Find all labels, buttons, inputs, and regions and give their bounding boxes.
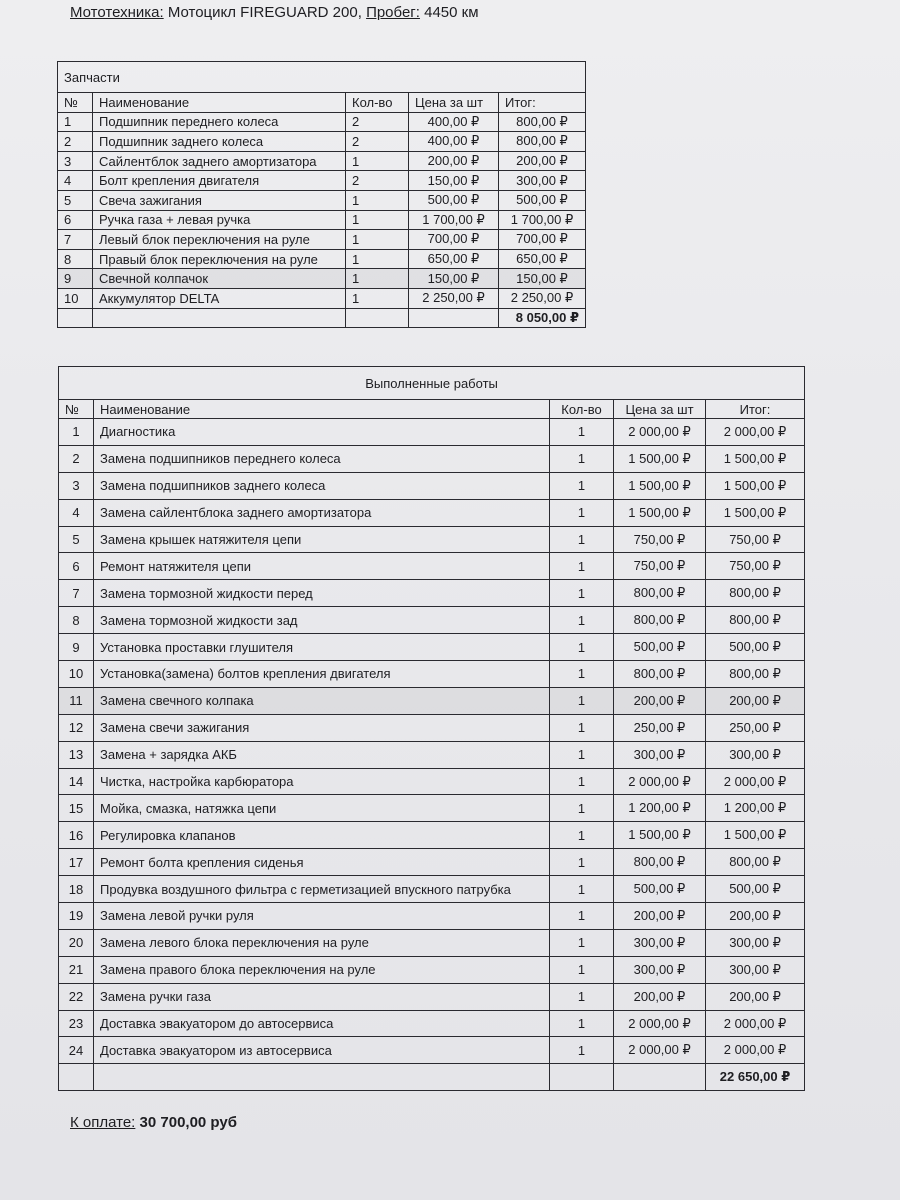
works-table — [58, 366, 805, 1091]
item-price: 800,00 ₽ — [614, 849, 706, 876]
row-number: 5 — [59, 526, 94, 553]
item-name: Замена тормозной жидкости перед — [94, 580, 550, 607]
table-row — [59, 795, 805, 822]
row-number: 10 — [59, 661, 94, 688]
item-name: Диагностика — [94, 419, 550, 446]
item-total: 2 000,00 ₽ — [706, 768, 805, 795]
row-number: 22 — [59, 983, 94, 1010]
item-qty: 1 — [550, 1010, 614, 1037]
row-number: 3 — [58, 151, 93, 171]
item-qty: 1 — [550, 526, 614, 553]
item-price: 400,00 ₽ — [409, 132, 499, 152]
item-name: Замена подшипников переднего колеса — [94, 445, 550, 472]
vehicle-label: Мототехника: — [70, 4, 164, 21]
row-number: 6 — [58, 210, 93, 230]
item-total: 800,00 ₽ — [706, 661, 805, 688]
table-row — [58, 230, 586, 250]
item-qty: 1 — [550, 419, 614, 446]
row-number: 15 — [59, 795, 94, 822]
item-price: 2 000,00 ₽ — [614, 1037, 706, 1064]
header-row — [58, 93, 586, 113]
empty-cell — [59, 1064, 94, 1091]
item-qty: 1 — [550, 580, 614, 607]
item-total: 750,00 ₽ — [706, 526, 805, 553]
item-qty: 1 — [346, 269, 409, 289]
item-name: Замена ручки газа — [94, 983, 550, 1010]
item-qty: 1 — [550, 714, 614, 741]
item-price: 300,00 ₽ — [614, 741, 706, 768]
item-price: 1 200,00 ₽ — [614, 795, 706, 822]
item-total: 700,00 ₽ — [499, 230, 586, 250]
item-qty: 1 — [550, 983, 614, 1010]
item-total: 300,00 ₽ — [706, 956, 805, 983]
item-qty: 2 — [346, 171, 409, 191]
item-name: Замена левого блока переключения на руле — [94, 929, 550, 956]
item-name: Замена подшипников заднего колеса — [94, 472, 550, 499]
item-name: Правый блок переключения на руле — [93, 249, 346, 269]
table-row — [59, 1010, 805, 1037]
item-total: 200,00 ₽ — [706, 983, 805, 1010]
item-qty: 1 — [550, 634, 614, 661]
item-name: Мойка, смазка, натяжка цепи — [94, 795, 550, 822]
row-number: 8 — [59, 607, 94, 634]
item-qty: 1 — [550, 956, 614, 983]
col-total-header: Итог: — [706, 400, 805, 419]
header-row — [59, 400, 805, 419]
item-price: 800,00 ₽ — [614, 607, 706, 634]
mileage-label: Пробег: — [366, 4, 420, 21]
row-number: 24 — [59, 1037, 94, 1064]
item-price: 300,00 ₽ — [614, 929, 706, 956]
item-price: 250,00 ₽ — [614, 714, 706, 741]
col-name-header: Наименование — [93, 93, 346, 113]
item-qty: 1 — [346, 151, 409, 171]
col-name-header: Наименование — [94, 400, 550, 419]
item-total: 2 250,00 ₽ — [499, 288, 586, 308]
item-total: 500,00 ₽ — [706, 876, 805, 903]
table-row — [58, 288, 586, 308]
empty-cell — [409, 308, 499, 328]
table-row — [59, 849, 805, 876]
row-number: 4 — [58, 171, 93, 191]
item-name: Продувка воздушного фильтра с герметизацией впускного патрубка — [94, 876, 550, 903]
col-number-header: № — [59, 400, 94, 419]
item-name: Чистка, настройка карбюратора — [94, 768, 550, 795]
col-price-header: Цена за шт — [409, 93, 499, 113]
table-row — [58, 151, 586, 171]
empty-cell — [614, 1064, 706, 1091]
row-number: 6 — [59, 553, 94, 580]
item-price: 150,00 ₽ — [409, 171, 499, 191]
item-price: 150,00 ₽ — [409, 269, 499, 289]
row-number: 13 — [59, 741, 94, 768]
col-price-header: Цена за шт — [614, 400, 706, 419]
table-row — [59, 499, 805, 526]
item-total: 800,00 ₽ — [499, 112, 586, 132]
table-row — [59, 419, 805, 446]
table-row — [58, 190, 586, 210]
item-name: Регулировка клапанов — [94, 822, 550, 849]
item-qty: 1 — [550, 553, 614, 580]
total-row — [58, 308, 586, 328]
empty-cell — [94, 1064, 550, 1091]
row-number: 20 — [59, 929, 94, 956]
table-row — [59, 634, 805, 661]
item-total: 200,00 ₽ — [499, 151, 586, 171]
table-row — [59, 929, 805, 956]
item-total: 1 500,00 ₽ — [706, 472, 805, 499]
table-row — [58, 269, 586, 289]
item-total: 250,00 ₽ — [706, 714, 805, 741]
item-name: Подшипник переднего колеса — [93, 112, 346, 132]
row-number: 21 — [59, 956, 94, 983]
row-number: 11 — [59, 687, 94, 714]
item-name: Установка проставки глушителя — [94, 634, 550, 661]
item-qty: 1 — [550, 876, 614, 903]
row-number: 7 — [59, 580, 94, 607]
item-qty: 1 — [550, 499, 614, 526]
table-row — [59, 661, 805, 688]
item-total: 1 500,00 ₽ — [706, 499, 805, 526]
item-total: 800,00 ₽ — [499, 132, 586, 152]
table-row — [58, 249, 586, 269]
item-price: 1 500,00 ₽ — [614, 445, 706, 472]
item-qty: 1 — [550, 741, 614, 768]
item-qty: 1 — [550, 687, 614, 714]
item-name: Подшипник заднего колеса — [93, 132, 346, 152]
item-total: 800,00 ₽ — [706, 607, 805, 634]
item-price: 300,00 ₽ — [614, 956, 706, 983]
item-name: Левый блок переключения на руле — [93, 230, 346, 250]
grand-total: 8 050,00 ₽ — [499, 308, 586, 328]
table-row — [59, 553, 805, 580]
parts-table — [57, 61, 586, 328]
item-qty: 1 — [346, 210, 409, 230]
item-name: Замена правого блока переключения на руле — [94, 956, 550, 983]
item-total: 800,00 ₽ — [706, 580, 805, 607]
table-row — [59, 903, 805, 930]
table-row — [59, 983, 805, 1010]
item-qty: 1 — [550, 472, 614, 499]
item-qty: 1 — [346, 230, 409, 250]
table-row — [58, 171, 586, 191]
item-qty: 1 — [550, 445, 614, 472]
item-price: 200,00 ₽ — [614, 983, 706, 1010]
item-price: 750,00 ₽ — [614, 526, 706, 553]
item-name: Доставка эвакуатором из автосервиса — [94, 1037, 550, 1064]
item-qty: 1 — [550, 903, 614, 930]
col-qty-header: Кол-во — [346, 93, 409, 113]
payment-label: К оплате: — [70, 1114, 136, 1131]
item-total: 2 000,00 ₽ — [706, 1037, 805, 1064]
item-total: 1 200,00 ₽ — [706, 795, 805, 822]
item-price: 1 500,00 ₽ — [614, 822, 706, 849]
table-row — [59, 741, 805, 768]
item-name: Замена + зарядка АКБ — [94, 741, 550, 768]
empty-cell — [346, 308, 409, 328]
row-number: 1 — [59, 419, 94, 446]
row-number: 1 — [58, 112, 93, 132]
item-name: Сайлентблок заднего амортизатора — [93, 151, 346, 171]
item-total: 300,00 ₽ — [499, 171, 586, 191]
vehicle-header — [70, 4, 479, 21]
item-total: 2 000,00 ₽ — [706, 419, 805, 446]
item-total: 1 700,00 ₽ — [499, 210, 586, 230]
item-price: 1 500,00 ₽ — [614, 472, 706, 499]
payment-line — [70, 1114, 237, 1131]
empty-cell — [93, 308, 346, 328]
item-price: 750,00 ₽ — [614, 553, 706, 580]
item-total: 300,00 ₽ — [706, 741, 805, 768]
grand-total: 22 650,00 ₽ — [706, 1064, 805, 1091]
row-number: 18 — [59, 876, 94, 903]
item-name: Замена тормозной жидкости зад — [94, 607, 550, 634]
table-row — [59, 472, 805, 499]
table-row — [59, 1037, 805, 1064]
item-qty: 1 — [346, 288, 409, 308]
parts-table-title: Запчасти — [58, 62, 586, 93]
table-row — [59, 714, 805, 741]
item-qty: 1 — [550, 661, 614, 688]
row-number: 12 — [59, 714, 94, 741]
row-number: 2 — [59, 445, 94, 472]
item-name: Замена свечи зажигания — [94, 714, 550, 741]
col-total-header: Итог: — [499, 93, 586, 113]
item-total: 1 500,00 ₽ — [706, 445, 805, 472]
table-row — [59, 876, 805, 903]
item-price: 700,00 ₽ — [409, 230, 499, 250]
row-number: 17 — [59, 849, 94, 876]
row-number: 4 — [59, 499, 94, 526]
item-name: Свеча зажигания — [93, 190, 346, 210]
table-row — [59, 822, 805, 849]
item-qty: 1 — [550, 607, 614, 634]
item-qty: 1 — [550, 929, 614, 956]
table-row — [59, 768, 805, 795]
item-price: 2 250,00 ₽ — [409, 288, 499, 308]
col-qty-header: Кол-во — [550, 400, 614, 419]
item-qty: 1 — [550, 1037, 614, 1064]
item-name: Замена левой ручки руля — [94, 903, 550, 930]
row-number: 9 — [59, 634, 94, 661]
table-row — [58, 132, 586, 152]
item-price: 1 500,00 ₽ — [614, 499, 706, 526]
table-row — [59, 445, 805, 472]
item-price: 2 000,00 ₽ — [614, 768, 706, 795]
item-total: 800,00 ₽ — [706, 849, 805, 876]
item-price: 500,00 ₽ — [614, 876, 706, 903]
item-price: 200,00 ₽ — [614, 687, 706, 714]
item-price: 650,00 ₽ — [409, 249, 499, 269]
item-name: Замена свечного колпака — [94, 687, 550, 714]
table-row — [59, 956, 805, 983]
item-price: 200,00 ₽ — [614, 903, 706, 930]
item-qty: 1 — [346, 249, 409, 269]
item-total: 150,00 ₽ — [499, 269, 586, 289]
item-qty: 2 — [346, 132, 409, 152]
item-name: Аккумулятор DELTA — [93, 288, 346, 308]
row-number: 7 — [58, 230, 93, 250]
row-number: 23 — [59, 1010, 94, 1037]
item-qty: 1 — [550, 795, 614, 822]
table-row — [59, 580, 805, 607]
item-total: 2 000,00 ₽ — [706, 1010, 805, 1037]
table-row — [59, 687, 805, 714]
works-table-title: Выполненные работы — [59, 367, 805, 400]
item-price: 400,00 ₽ — [409, 112, 499, 132]
mileage-value: 4450 км — [419, 4, 479, 21]
item-price: 800,00 ₽ — [614, 661, 706, 688]
item-name: Ремонт натяжителя цепи — [94, 553, 550, 580]
row-number: 5 — [58, 190, 93, 210]
item-total: 500,00 ₽ — [499, 190, 586, 210]
item-price: 800,00 ₽ — [614, 580, 706, 607]
item-name: Доставка эвакуатором до автосервиса — [94, 1010, 550, 1037]
row-number: 9 — [58, 269, 93, 289]
item-price: 500,00 ₽ — [614, 634, 706, 661]
item-qty: 1 — [550, 822, 614, 849]
item-name: Замена крышек натяжителя цепи — [94, 526, 550, 553]
vehicle-value: Мотоцикл FIREGUARD 200, — [163, 4, 367, 21]
payment-value: 30 700,00 руб — [139, 1114, 238, 1131]
item-total: 300,00 ₽ — [706, 929, 805, 956]
col-number-header: № — [58, 93, 93, 113]
item-name: Установка(замена) болтов крепления двигателя — [94, 661, 550, 688]
empty-cell — [550, 1064, 614, 1091]
item-qty: 1 — [550, 849, 614, 876]
item-qty: 1 — [346, 190, 409, 210]
item-price: 200,00 ₽ — [409, 151, 499, 171]
item-total: 200,00 ₽ — [706, 903, 805, 930]
row-number: 8 — [58, 249, 93, 269]
item-total: 1 500,00 ₽ — [706, 822, 805, 849]
item-price: 1 700,00 ₽ — [409, 210, 499, 230]
item-total: 500,00 ₽ — [706, 634, 805, 661]
item-name: Замена сайлентблока заднего амортизатора — [94, 499, 550, 526]
table-row — [59, 526, 805, 553]
table-row — [58, 112, 586, 132]
table-row — [59, 607, 805, 634]
item-total: 200,00 ₽ — [706, 687, 805, 714]
table-row — [58, 210, 586, 230]
row-number: 2 — [58, 132, 93, 152]
item-price: 2 000,00 ₽ — [614, 419, 706, 446]
item-total: 750,00 ₽ — [706, 553, 805, 580]
item-name: Болт крепления двигателя — [93, 171, 346, 191]
empty-cell — [58, 308, 93, 328]
row-number: 16 — [59, 822, 94, 849]
item-name: Ремонт болта крепления сиденья — [94, 849, 550, 876]
item-qty: 2 — [346, 112, 409, 132]
item-price: 2 000,00 ₽ — [614, 1010, 706, 1037]
row-number: 19 — [59, 903, 94, 930]
row-number: 3 — [59, 472, 94, 499]
item-qty: 1 — [550, 768, 614, 795]
item-price: 500,00 ₽ — [409, 190, 499, 210]
row-number: 10 — [58, 288, 93, 308]
item-total: 650,00 ₽ — [499, 249, 586, 269]
total-row — [59, 1064, 805, 1091]
item-name: Ручка газа + левая ручка — [93, 210, 346, 230]
row-number: 14 — [59, 768, 94, 795]
item-name: Свечной колпачок — [93, 269, 346, 289]
